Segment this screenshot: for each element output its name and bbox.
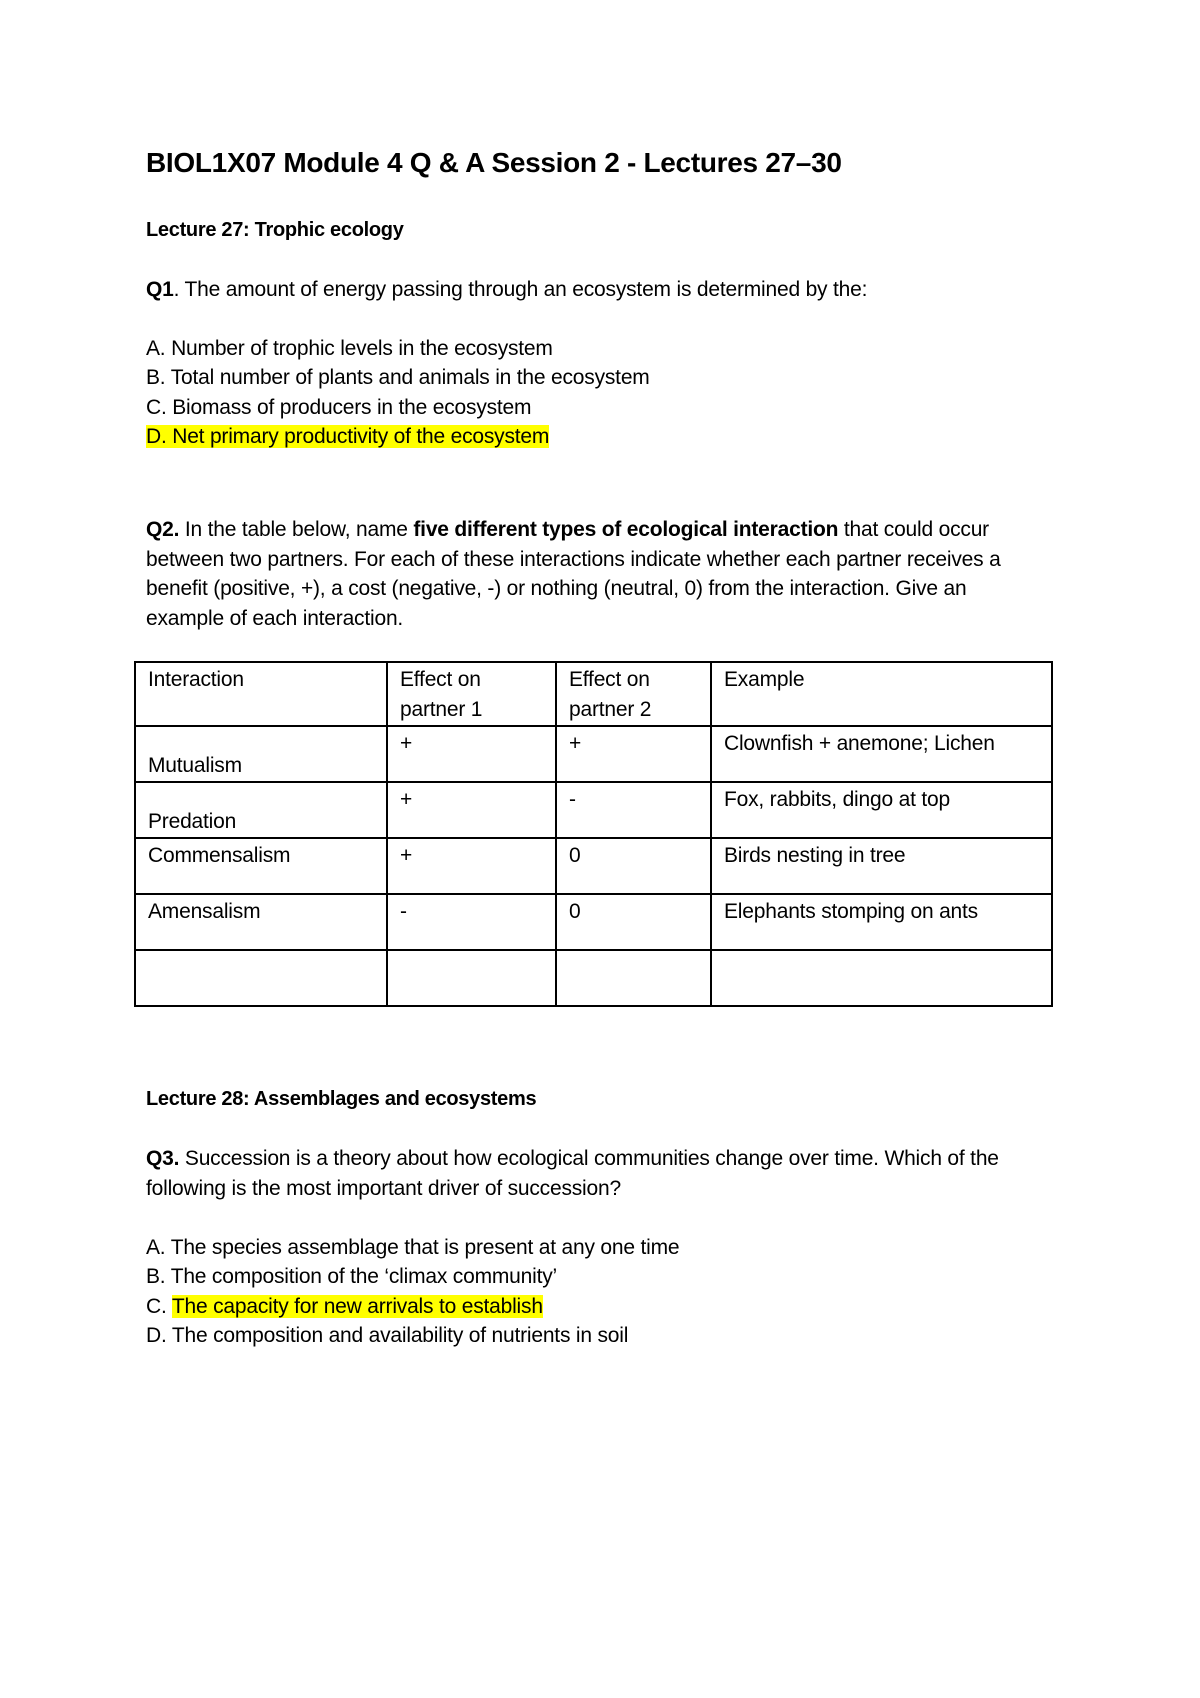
cell-interaction: Amensalism (135, 894, 387, 950)
interaction-table (134, 661, 1053, 1007)
table-row (135, 894, 1052, 950)
cell-effect-1 (387, 950, 556, 1006)
cell-example (711, 950, 1052, 1006)
cell-interaction: Mutualism (135, 726, 387, 782)
q1-option-d-highlighted: D. Net primary productivity of the ecosystem (146, 424, 550, 448)
question-1-text: . The amount of energy passing through an ecosystem is determined by the: (173, 278, 868, 301)
cell-example: Clownfish + anemone; Lichen (711, 726, 1052, 782)
cell-effect-1: + (387, 782, 556, 838)
question-2-text-after: that could occur between two partners. For each of these interactions indicate whether each partner receives a benefit (positive, +), a cost (negative, -) or nothing (neutral, 0) from the interaction. Give an example of each interaction. (146, 518, 1001, 630)
cell-example: Fox, rabbits, dingo at top (711, 782, 1052, 838)
cell-effect-2: 0 (556, 894, 711, 950)
header-interaction: Interaction (135, 662, 387, 726)
table-row (135, 838, 1052, 894)
question-1-label: Q1 (146, 278, 174, 301)
cell-effect-2 (556, 950, 711, 1006)
lecture-28-heading: Lecture 28: Assemblages and ecosystems (146, 1088, 537, 1110)
cell-interaction (135, 950, 387, 1006)
question-3-label: Q3. (146, 1147, 180, 1170)
table-row (135, 726, 1052, 782)
header-example: Example (711, 662, 1052, 726)
question-1-options (146, 334, 650, 451)
question-2-text-before: In the table below, name (179, 518, 414, 541)
cell-effect-1: + (387, 726, 556, 782)
question-3-text: Succession is a theory about how ecological communities change over time. Which of the following is the most important driver of succession? (146, 1147, 999, 1200)
question-3 (146, 1144, 1046, 1203)
q1-option-c: C. Biomass of producers in the ecosystem (146, 395, 532, 419)
table-row-empty (135, 950, 1052, 1006)
question-3-options (146, 1233, 679, 1350)
cell-effect-1: - (387, 894, 556, 950)
cell-effect-2: - (556, 782, 711, 838)
document-title: BIOL1X07 Module 4 Q & A Session 2 - Lectures 27–30 (146, 147, 842, 178)
cell-example: Elephants stomping on ants (711, 894, 1052, 950)
cell-effect-2: 0 (556, 838, 711, 894)
q3-option-d: D. The composition and availability of nutrients in soil (146, 1323, 629, 1347)
q1-option-a: A. Number of trophic levels in the ecosystem (146, 337, 553, 360)
question-2-label: Q2. (146, 518, 180, 541)
cell-effect-1: + (387, 838, 556, 894)
q3-option-c-highlighted: The capacity for new arrivals to establish (171, 1294, 543, 1318)
cell-interaction: Predation (135, 782, 387, 838)
question-2 (146, 515, 1046, 633)
table-header-row (135, 662, 1052, 726)
q3-option-a: A. The species assemblage that is present at any one time (146, 1236, 680, 1259)
question-1 (146, 275, 1046, 305)
cell-effect-2: + (556, 726, 711, 782)
cell-example: Birds nesting in tree (711, 838, 1052, 894)
q1-option-b: B. Total number of plants and animals in the ecosystem (146, 366, 650, 390)
q3-option-b: B. The composition of the ‘climax community’ (146, 1265, 557, 1289)
header-effect-partner-2: Effect on partner 2 (556, 662, 711, 726)
lecture-27-heading: Lecture 27: Trophic ecology (146, 219, 404, 241)
header-effect-partner-1: Effect on partner 1 (387, 662, 556, 726)
q3-option-c-prefix: C. (146, 1294, 172, 1318)
question-2-text-bold: five different types of ecological interaction (413, 518, 839, 541)
table-row (135, 782, 1052, 838)
cell-interaction: Commensalism (135, 838, 387, 894)
